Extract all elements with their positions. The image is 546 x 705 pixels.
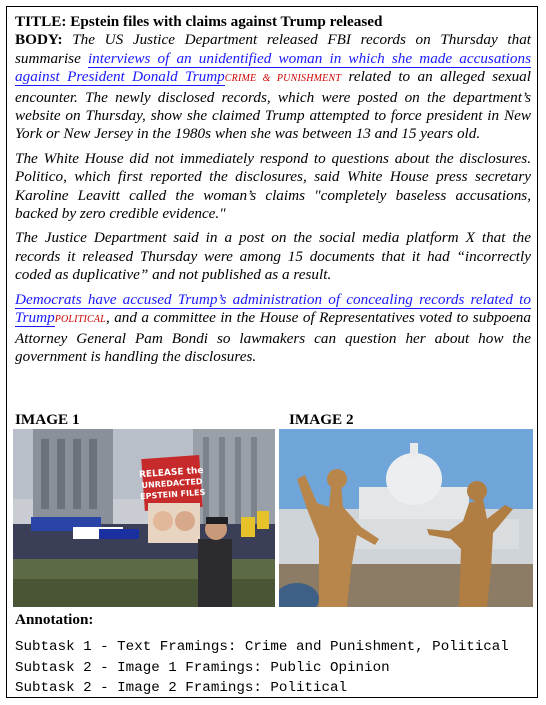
image2-statue-photo bbox=[279, 429, 533, 607]
body-label: BODY: bbox=[15, 31, 63, 49]
para1-pre: The US Justice Department released FBI records on Thursday that summarise bbox=[15, 31, 532, 67]
framing-span-political: Democrats have accused Trump’s administration of concealing records related to Trump bbox=[15, 290, 531, 327]
document-frame bbox=[6, 6, 538, 698]
svg-text:RELEASE the: RELEASE the bbox=[138, 465, 204, 481]
title-text: Epstein files with claims against Trump released bbox=[70, 13, 383, 30]
paragraph-3: The Justice Department said in a post on the social media platform X that the records it released Thursday were among 15 documents that it had “incorrectly coded as duplicative” and not published as a result. bbox=[15, 229, 531, 284]
para4-post: , and a committee in the House of Representatives voted to subpoena Attorney General Pam Bondi so lawmakers can question her about how the government is handling the disclosures. bbox=[15, 309, 531, 365]
paragraph-1 bbox=[15, 31, 531, 143]
article-title bbox=[15, 13, 531, 31]
para1-post: related to an alleged sexual encounter. The newly disclosed records, which were posted on the department’s website on Thursday, show she claimed Trump attempted to force president in New York or New Jersey in the 1980s when she was between 13 and 15 years old. bbox=[15, 68, 531, 143]
image-labels bbox=[15, 411, 531, 429]
tag-political: POLITICAL bbox=[54, 314, 106, 326]
tag-crime-punishment: CRIME & PUNISHMENT bbox=[224, 73, 342, 85]
framing-span-crime: interviews of an unidentified woman in which she made accusations against President Donald Trump bbox=[15, 49, 531, 86]
paragraph-2: The White House did not immediately respond to questions about the disclosures. Politico, which first reported the disclosures, said White House press secretary Karoline Leavitt called the woman’s claims "completely baseless accusations, backed by zero credible evidence." bbox=[15, 149, 531, 223]
title-label: TITLE: bbox=[15, 13, 67, 30]
image1-label: IMAGE 1 bbox=[15, 411, 80, 428]
article-text bbox=[15, 13, 531, 372]
annotation-title: Annotation: bbox=[15, 611, 94, 628]
statue-illustration bbox=[279, 429, 533, 607]
image1-protest-photo bbox=[13, 429, 275, 607]
protest-illustration bbox=[13, 429, 275, 607]
paragraph-4 bbox=[15, 291, 531, 367]
svg-text:UNREDACTED: UNREDACTED bbox=[141, 476, 203, 491]
annotation-line-3: Subtask 2 - Image 2 Framings: Political bbox=[15, 680, 348, 696]
image2-label: IMAGE 2 bbox=[289, 411, 354, 428]
svg-text:EPSTEIN FILES: EPSTEIN FILES bbox=[139, 487, 206, 502]
annotation-line-2: Subtask 2 - Image 1 Framings: Public Opinion bbox=[15, 659, 390, 676]
annotation-line-1: Subtask 1 - Text Framings: Crime and Punishment, Political bbox=[15, 639, 509, 655]
annotation-list bbox=[15, 637, 509, 699]
